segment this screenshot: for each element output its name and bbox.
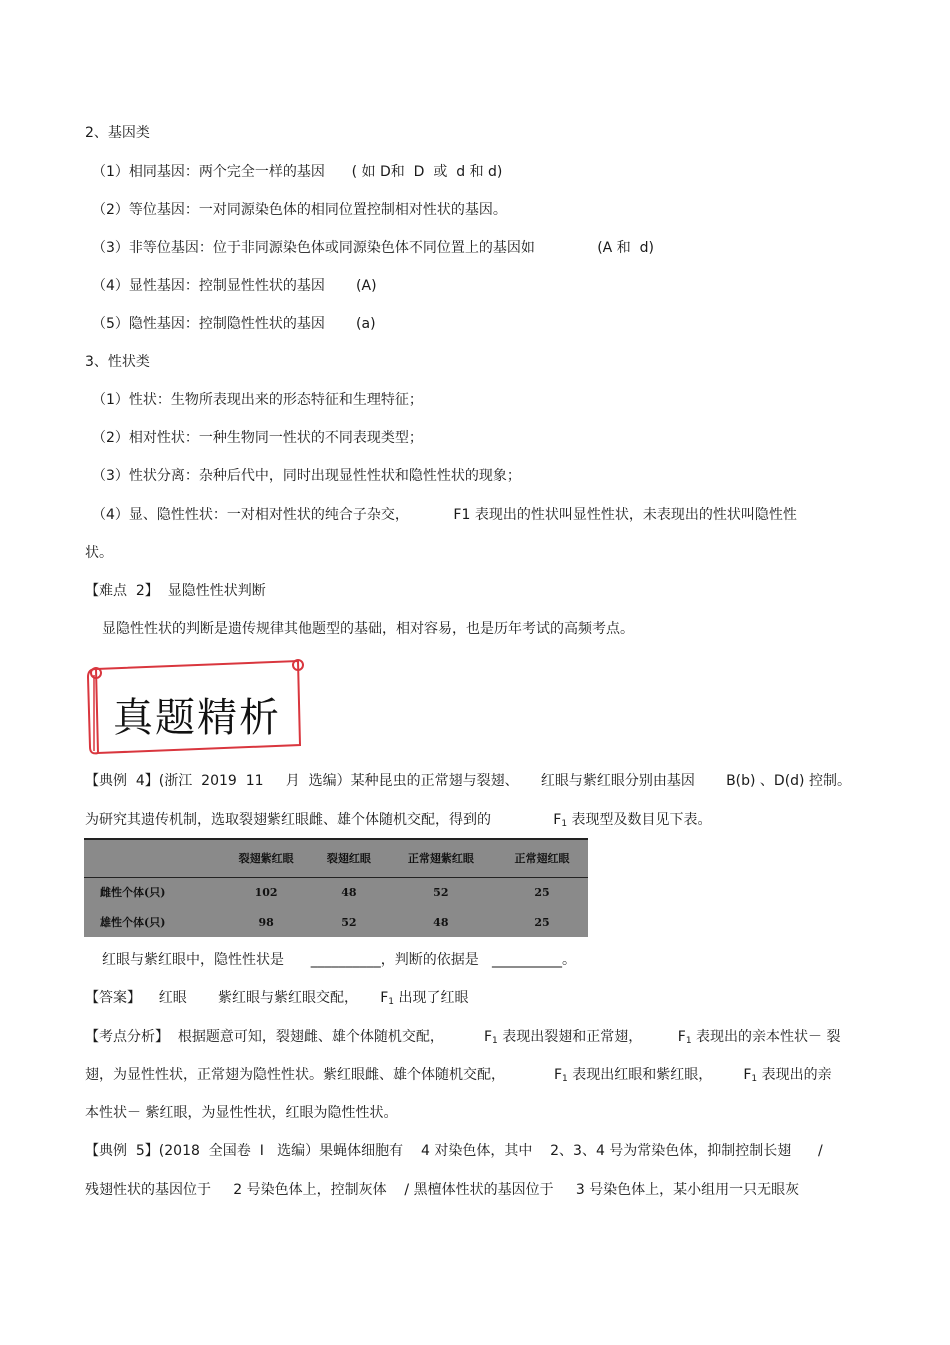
line-2: （1）相同基因：两个完全一样的基因 ( 如 D和 D 或 d 和 d) <box>92 164 503 180</box>
table-cell: 98 <box>258 915 274 929</box>
table-header-cell: 正常翅红眼 <box>496 839 588 877</box>
example4-line2: 为研究其遗传机制，选取裂翅紫红眼雌、雄个体随机交配，得到的 $F_1$ 表现型及数目见下表。 <box>85 812 712 829</box>
line-1: 2、基因类 <box>85 125 150 141</box>
line-12: 状。 <box>85 545 113 561</box>
line-3: （2）等位基因：一对同源染色体的相同位置控制相对性状的基因。 <box>92 202 507 218</box>
table-cell: 雌性个体(只) <box>100 886 166 900</box>
table-cell: 25 <box>534 915 550 929</box>
table-cell: 52 <box>341 915 357 929</box>
results-table <box>84 838 588 937</box>
example5-line2: 残翅性状的基因位于 2 号染色体上，控制灰体 / 黑檀体性状的基因位于 3 号染色体上，某小组用一只无眼灰 <box>85 1182 800 1198</box>
line-9: （2）相对性状：一种生物同一性状的不同表现类型； <box>92 430 423 446</box>
analysis-line2: 翅，为显性性状，正常翅为隐性性状。紫红眼雌、雄个体随机交配， $F_1$ 表现出红眼和紫红眼， $F_1$ 表现出的亲 <box>85 1067 832 1084</box>
table-header-row <box>84 839 588 877</box>
line-8: （1）性状：生物所表现出来的形态特征和生理特征； <box>92 392 423 408</box>
line-10: （3）性状分离：杂种后代中，同时出现显性性状和隐性性状的现象； <box>92 468 521 484</box>
answer-line: 【答案】 红眼 紫红眼与紫红眼交配， $F_1$ 出现了红眼 <box>85 990 469 1007</box>
analysis-line3: 本性状－ 紫红眼，为显性性状，红眼为隐性性状。 <box>85 1105 398 1121</box>
line-7: 3、性状类 <box>85 354 150 370</box>
table-header-cell: 裂翅红眼 <box>312 839 386 877</box>
line-4: （3）非等位基因：位于非同源染色体或同源染色体不同位置上的基因如 (A 和 d) <box>92 240 654 256</box>
table-header-cell: 正常翅紫红眼 <box>386 839 496 877</box>
table-row <box>84 907 588 937</box>
table-cell: 25 <box>534 885 550 899</box>
analysis-line1: 【考点分析】 根据题意可知，裂翅雌、雄个体随机交配， $F_1$ 表现出裂翅和正常翅， $F_1$ 表现出的亲本性状－ 裂 <box>85 1029 841 1046</box>
table-cell: 48 <box>433 915 449 929</box>
question-line: 红眼与紫红眼中，隐性性状是 __________，判断的依据是 __________。 <box>102 952 577 968</box>
line-11: （4）显、隐性性状：一对相对性状的纯合子杂交， F1 表现出的性状叫显性性状，未表现出的性状叫隐性性 <box>92 507 797 523</box>
difficulty-intro: 显隐性性状的判断是遗传规律其他题型的基础，相对容易，也是历年考试的高频考点。 <box>102 621 634 637</box>
table-row <box>84 877 588 907</box>
example5-line1: 【典例 5】(2018 全国卷 I 选编）果蝇体细胞有 4 对染色体，其中 2、3、4 号为常染色体，抑制控制长翅 / <box>85 1143 823 1159</box>
table-cell: 102 <box>254 885 278 899</box>
banner-title: 真题精析 <box>113 695 281 741</box>
line-5: （4）显性基因：控制显性性状的基因 (A) <box>92 278 377 294</box>
table-header-cell: 裂翅紫红眼 <box>220 839 312 877</box>
table-cell: 雄性个体(只) <box>100 916 166 929</box>
table-header-cell <box>84 839 220 877</box>
line-6: （5）隐性基因：控制隐性性状的基因 (a) <box>92 316 376 332</box>
table-cell: 52 <box>433 885 449 899</box>
example4-line1: 【典例 4】(浙江 2019 11 月 选编）某种昆虫的正常翅与裂翅、 红眼与紫红眼分别由基因 B(b) 、D(d) 控制。 <box>85 773 851 789</box>
difficulty-heading: 【难点 2】 显隐性性状判断 <box>85 583 266 599</box>
table-cell: 48 <box>341 885 357 899</box>
